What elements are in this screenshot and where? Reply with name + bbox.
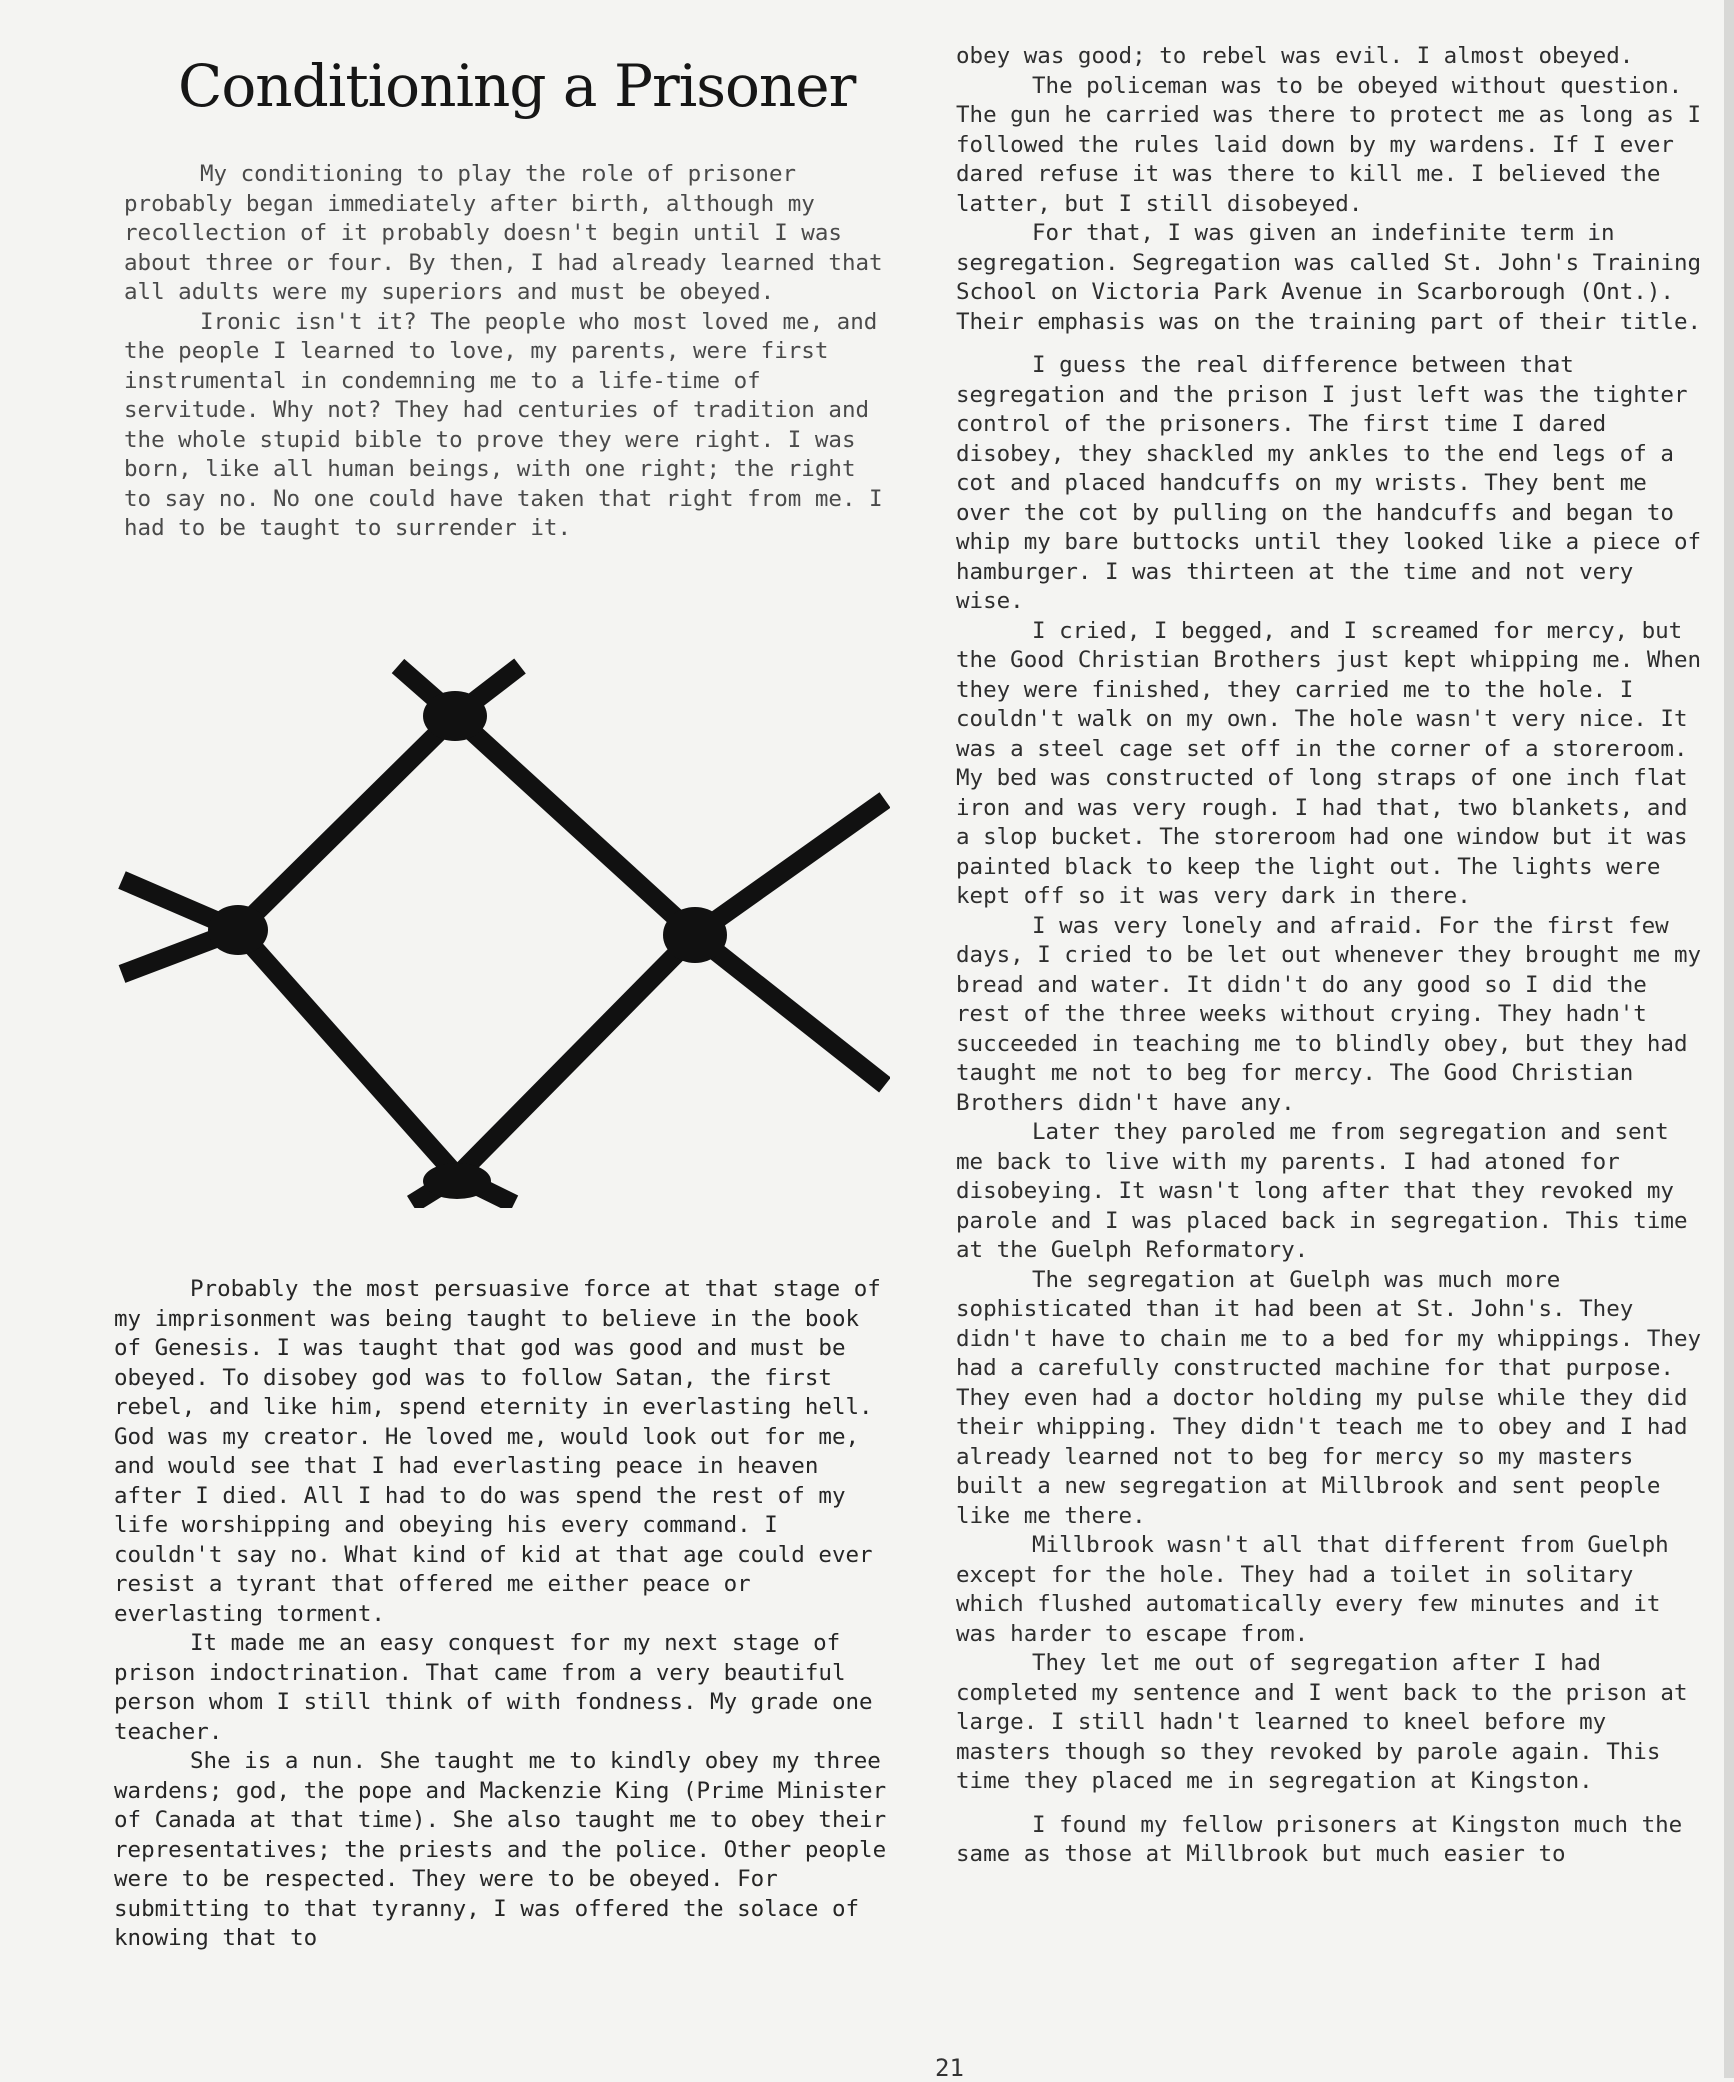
page-number: 21 <box>935 2054 964 2082</box>
right-column <box>956 42 1708 1870</box>
left-column-top <box>124 160 886 544</box>
paragraph: Probably the most persuasive force at that stage of my imprisonment was being taught to believe in the book of Genesis. I was taught that god was good and must be obeyed. To disobey god was to follow Satan, the first rebel, and like him, spend eternity in everlasting hell. God was my creator. He loved me, would look out for me, and would see that I had everlasting peace in heaven after I died. All I had to do was spend the rest of my life worshipping and obeying his every command. I couldn't say no. What kind of kid at that age could ever resist a tyrant that offered me either peace or everlasting torment. <box>114 1276 881 1627</box>
paragraph: It made me an easy conquest for my next stage of prison indoctrination. That came from a very beautiful person whom I still think of with fondness. My grade one teacher. <box>114 1630 873 1745</box>
paragraph: I guess the real difference between that segregation and the prison I just left was the tighter control of the prisoners. The first time I dared disobey, they shackled my ankles to the end legs of a cot and placed handcuffs on my wrists. They bent me over the cot by pulling on the handcuffs and began to whip my bare buttocks until they looked like a piece of hamburger. I was thirteen at the time and not very wise. <box>956 352 1702 614</box>
paragraph: Millbrook wasn't all that different from Guelph except for the hole. They had a toilet in solitary which flushed automatically every few minutes and it was harder to escape from. <box>956 1532 1669 1647</box>
paragraph: obey was good; to rebel was evil. I almost obeyed. <box>956 43 1634 69</box>
paragraph: I found my fellow prisoners at Kingston much the same as those at Millbrook but much easier to <box>956 1811 1683 1867</box>
paragraph: I cried, I begged, and I screamed for mercy, but the Good Christian Brothers just kept whipping me. When they were finished, they carried me to the hole. I couldn't walk on my own. The hole wasn't very nice. It was a steel cage set off in the corner of a storeroom. My bed was constructed of long straps of one inch flat iron and was very rough. I had that, two blankets, and a slop bucket. The storeroom had one window but it was painted black to keep the light out. The lights were kept off so it was very dark in there. <box>956 617 1702 909</box>
paragraph: Ironic isn't it? The people who most loved me, and the people I learned to love, my parents, were first instrumental in condemning me to a life-time of servitude. Why not? They had centuries of tradition and the whole stupid bible to prove they were right. I was born, like all human beings, with one right; the right to say no. No one could have taken that right from me. I had to be taught to surrender it. <box>124 308 883 541</box>
left-column-bottom <box>114 1275 896 1954</box>
article-title: Conditioning a Prisoner <box>178 52 856 120</box>
paragraph: They let me out of segregation after I had completed my sentence and I went back to the prison at large. I still hadn't learned to kneel before my masters though so they revoked by parole again. This time they placed me in segregation at Kingston. <box>956 1650 1688 1794</box>
paragraph: The segregation at Guelph was much more sophisticated than it had been at St. John's. They didn't have to chain me to a bed for my whippings. They had a carefully constructed machine for that purpose. They even had a doctor holding my pulse while they did their whipping. They didn't teach me to obey and I had already learned not to beg for mercy so my masters built a new segregation at Millbrook and sent people like me there. <box>956 1266 1702 1529</box>
paragraph: For that, I was given an indefinite term in segregation. Segregation was called St. John's Training School on Victoria Park Avenue in Scarborough (Ont.). Their emphasis was on the training part of their title. <box>956 220 1702 335</box>
paragraph: My conditioning to play the role of prisoner probably began immediately after birth, although my recollection of it probably doesn't begin until I was about three or four. By then, I had already learned that all adults were my superiors and must be obeyed. <box>124 161 883 305</box>
paragraph: The policeman was to be obeyed without question. The gun he carried was there to protect me as long as I followed the rules laid down by my wardens. If I ever dared refuse it was there to kill me. I believed the latter, but I still disobeyed. <box>956 72 1702 217</box>
paragraph: She is a nun. She taught me to kindly obey my three wardens; god, the pope and Mackenzie King (Prime Minister of Canada at that time). She also taught me to obey their representatives; the priests and the police. Other people were to be respected. They were to be obeyed. For submitting to that tyranny, I was offered the solace of knowing that to <box>114 1748 887 1951</box>
page-edge-shadow <box>1724 0 1734 2078</box>
paragraph: I was very lonely and afraid. For the first few days, I cried to be let out whenever they brought me my bread and water. It didn't do any good so I did the rest of the three weeks without crying. They hadn't succeeded in teaching me to blindly obey, but they had taught me not to beg for mercy. The Good Christian Brothers didn't have any. <box>956 912 1702 1116</box>
paragraph: Later they paroled me from segregation and sent me back to live with my parents. I had atoned for disobeying. It wasn't long after that they revoked my parole and I was placed back in segregation. This time at the Guelph Reformatory. <box>956 1119 1688 1263</box>
chain-link-fence-illustration <box>110 658 890 1208</box>
